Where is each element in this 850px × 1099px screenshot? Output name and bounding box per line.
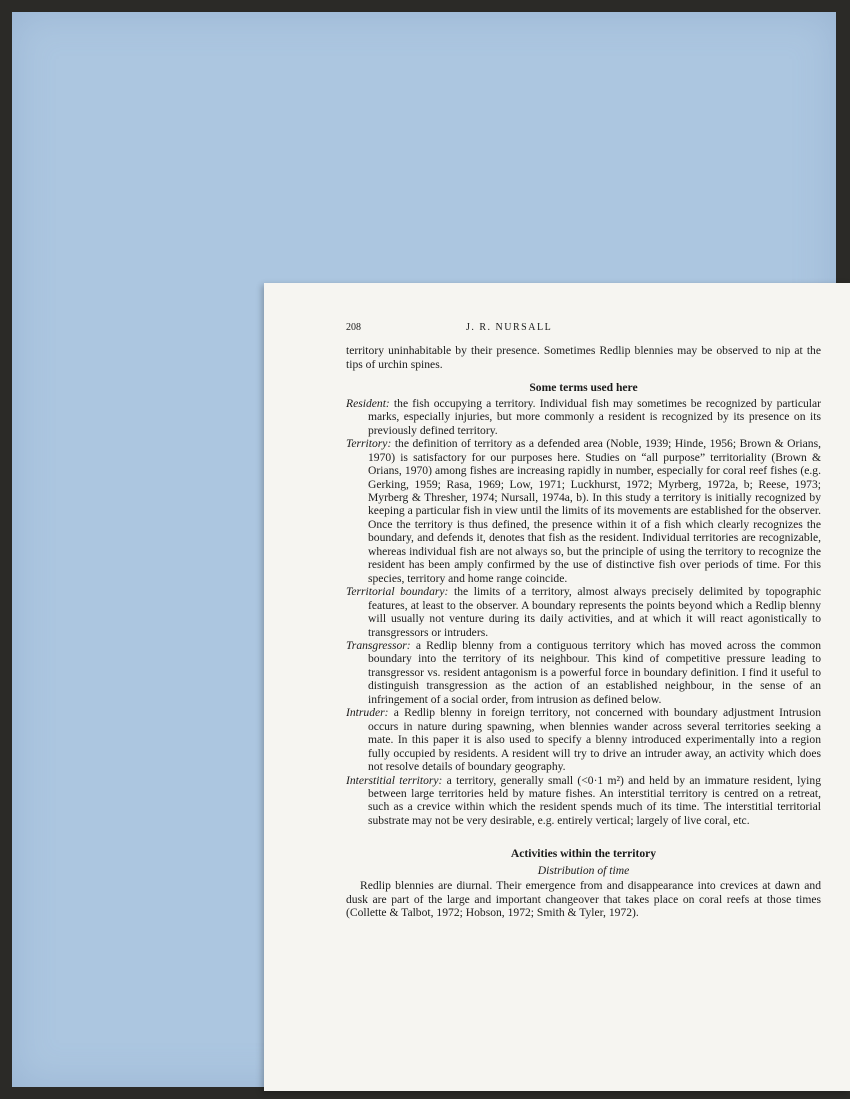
opening-paragraph: territory uninhabitable by their presence. Sometimes Redlip blennies may be observed to nip at the tips of urchin spines. [346,344,821,371]
term-label: Resident: [346,396,390,410]
subsection-heading: Distribution of time [537,863,630,877]
term-intruder [346,706,821,773]
section-heading-terms: Some terms used here [529,381,638,395]
term-label: Transgressor: [346,638,411,652]
running-head: J. R. NURSALL [466,322,553,333]
page-number: 208 [346,322,361,333]
term-label: Interstitial territory: [346,773,443,787]
page-header [346,321,821,334]
journal-page [264,283,850,1091]
term-territorial-boundary [346,585,821,639]
term-resident [346,397,821,437]
term-definition: a Redlip blenny in foreign territory, not concerned with boundary adjustment Intrusion occurs in nature during spawning, when blennies wander across several territories seeking a mate. In this paper it is also used to specify a blenny introduced experimentally into a region fully occupied by residents. A resident will try to drive an intruder away, an activity which does not resolve details of boundary geography. [368,706,821,774]
term-interstitial-territory [346,774,821,828]
body-paragraph: Redlip blennies are diurnal. Their emergence from and disappearance into crevices at dawn and dusk are part of the large and important changeover that takes place on coral reefs at those times (Collette & Talbot, 1972; Hobson, 1972; Smith & Tyler, 1972). [346,879,821,920]
term-definition: a Redlip blenny from a contiguous territory which has moved across the common boundary into the territory of its neighbour. This kind of competitive pressure leading to transgressor vs. resident antagonism is a powerful force in boundary definition. I find it useful to distinguish transgression as the action of an established neighbour, in the sense of an infringement of a social order, from intrusion as defined below. [368,638,821,706]
term-definition: the fish occupying a territory. Individual fish may sometimes be recognized by particular marks, especially injuries, but more commonly a resident is recognized by its presence on its previously defined territory. [368,396,821,437]
term-transgressor [346,639,821,706]
term-territory [346,437,821,585]
term-definition: a territory, generally small (<0·1 m²) and held by an immature resident, lying between large territories held by mature fishes. An interstitial territory is centred on a retreat, such as a crevice within which the resident spends much of its time. The interstitial territorial substrate may not be very desirable, e.g. entirely vertical; largely of live coral, etc. [368,773,821,827]
term-definition: the definition of territory as a defended area (Noble, 1939; Hinde, 1956; Brown & Orians, 1970) is satisfactory for our purposes here. Studies on “all purpose” territoriality (Brown & Orians, 1970) among fishes are increasing rapidly in number, especially for coral reef fishes (e.g. Gerking, 1959; Rasa, 1969; Low, 1971; Luckhurst, 1972; Myrberg, 1972a, b; Reese, 1973; Myrberg & Thresher, 1974; Nursall, 1974a, b). In this study a territory is initially recognized by keeping a particular fish in view until the limits of its movements are established for the observer. Once the territory is thus defined, the presence within it of a fish which clearly recognizes the boundary, and defends it, denotes that fish as the resident. Individual territories are recognizable, whereas individual fish are not always so, but the principle of using the territory to recognize the resident has been amply confirmed by the use of distinctive fish over periods of time. For this species, territory and home range coincide. [368,437,822,585]
term-label: Territorial boundary: [346,585,449,599]
term-definition: the limits of a territory, almost always precisely delimited by topographic features, at least to the observer. A boundary represents the points beyond which a Redlip blenny will usually not venture during its daily activities, and at which it will react agonistically to transgressors or intruders. [368,585,821,639]
page-text [346,321,821,920]
term-label: Intruder: [346,706,389,720]
section-heading-activities: Activities within the territory [510,847,657,861]
term-label: Territory: [346,437,392,451]
